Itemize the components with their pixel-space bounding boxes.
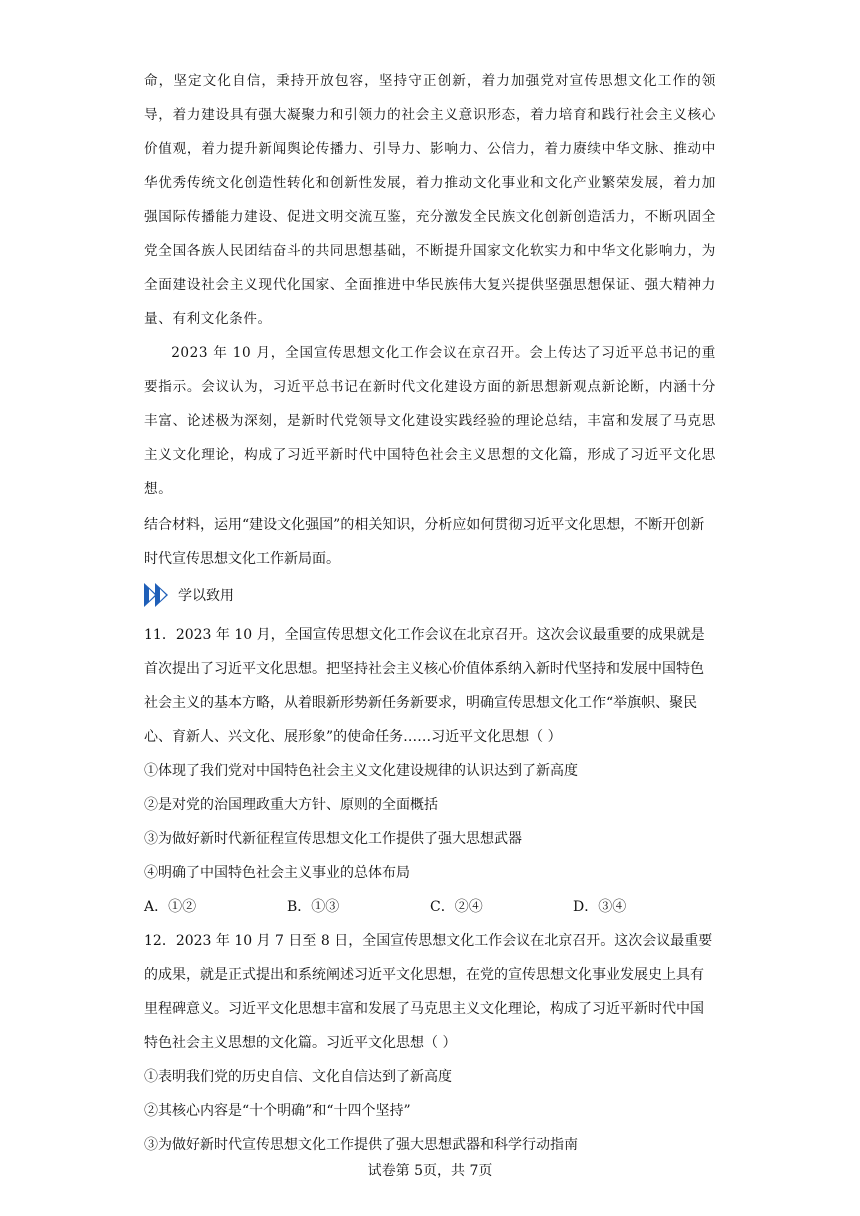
prompt-text: 结合材料，运用“建设文化强国”的相关知识，分析应如何贯彻习近平文化思想，不断开创新时代宣传思想文化工作新局面。: [144, 517, 705, 567]
q11-option-c: C．②④: [430, 899, 483, 915]
q11-item-2: ②是对党的治国理政重大方针、原则的全面概括: [144, 797, 438, 813]
q11-item-3: ③为做好新时代新征程宣传思想文化工作提供了强大思想武器: [144, 831, 522, 847]
q11-item-4: ④明确了中国特色社会主义事业的总体布局: [144, 865, 410, 881]
question-prompt: [144, 508, 716, 576]
question-12: [144, 924, 716, 1162]
section-title: 学以致用: [178, 588, 234, 604]
q11-option-a: A．①②: [144, 899, 197, 915]
q11-item-1: ①体现了我们党对中国特色社会主义文化建设规律的认识达到了新高度: [144, 763, 578, 779]
passage-paragraph-1: 命，坚定文化自信，秉持开放包容，坚持守正创新，着力加强党对宣传思想文化工作的领导，着力建设具有强大凝聚力和引领力的社会主义意识形态，着力培育和践行社会主义核心价值观，着力提升新闻舆论传播力、引导力、影响力、公信力，着力赓续中华文脉、推动中华优秀传统文化创造性转化和创新性发展，着力推动文化事业和文化产业繁荣发展，着力加强国际传播能力建设、促进文明交流互鉴，充分激发全民族文化创新创造活力，不断巩固全党全国各族人民团结奋斗的共同思想基础，不断提升国家文化软实力和中华文化影响力，为全面建设社会主义现代化国家、全面推进中华民族伟大复兴提供坚强思想保证、强大精神力量、有利文化条件。: [144, 73, 716, 327]
q11-stem: 11．2023 年 10 月，全国宣传思想文化工作会议在北京召开。这次会议最重要的成果就是首次提出了习近平文化思想。把坚持社会主义核心价值体系纳入新时代坚持和发展中国特色社会主义的基本方略，从着眼新形势新任务新要求，明确宣传思想文化工作“举旗帜、聚民心、育新人、兴文化、展形象”的使命任务……习近平文化思想（ ）: [144, 627, 705, 745]
q12-stem: 12．2023 年 10 月 7 日至 8 日，全国宣传思想文化工作会议在北京召开。这次会议最重要的成果，就是正式提出和系统阐述习近平文化思想，在党的宣传思想文化事业发展史上具有里程碑意义。习近平文化思想丰富和发展了马克思主义文化理论，构成了习近平新时代中国特色社会主义思想的文化篇。习近平文化思想（ ）: [144, 933, 713, 1051]
q11-option-d: D．③④: [573, 899, 627, 915]
double-chevron-icon: [144, 583, 174, 607]
q11-options: [144, 890, 716, 924]
q12-item-2: ②其核心内容是“十个明确”和“十四个坚持”: [144, 1103, 411, 1119]
q12-item-3: ③为做好新时代宣传思想文化工作提供了强大思想武器和科学行动指南: [144, 1137, 578, 1153]
material-passage: [144, 64, 716, 506]
q12-item-1: ①表明我们党的历史自信、文化自信达到了新高度: [144, 1069, 452, 1085]
question-11: [144, 618, 716, 924]
page-footer: 试卷第 5页，共 7页: [367, 1163, 493, 1179]
q11-option-b: B．①③: [287, 899, 340, 915]
section-header: [144, 580, 234, 610]
passage-paragraph-2: 2023 年 10 月，全国宣传思想文化工作会议在京召开。会上传达了习近平总书记的重要指示。会议认为，习近平总书记在新时代文化建设方面的新思想新观点新论断，内涵十分丰富、论述极为深刻，是新时代党领导文化建设实践经验的理论总结，丰富和发展了马克思主义文化理论，构成了习近平新时代中国特色社会主义思想的文化篇，形成了习近平文化思想。: [144, 345, 716, 497]
